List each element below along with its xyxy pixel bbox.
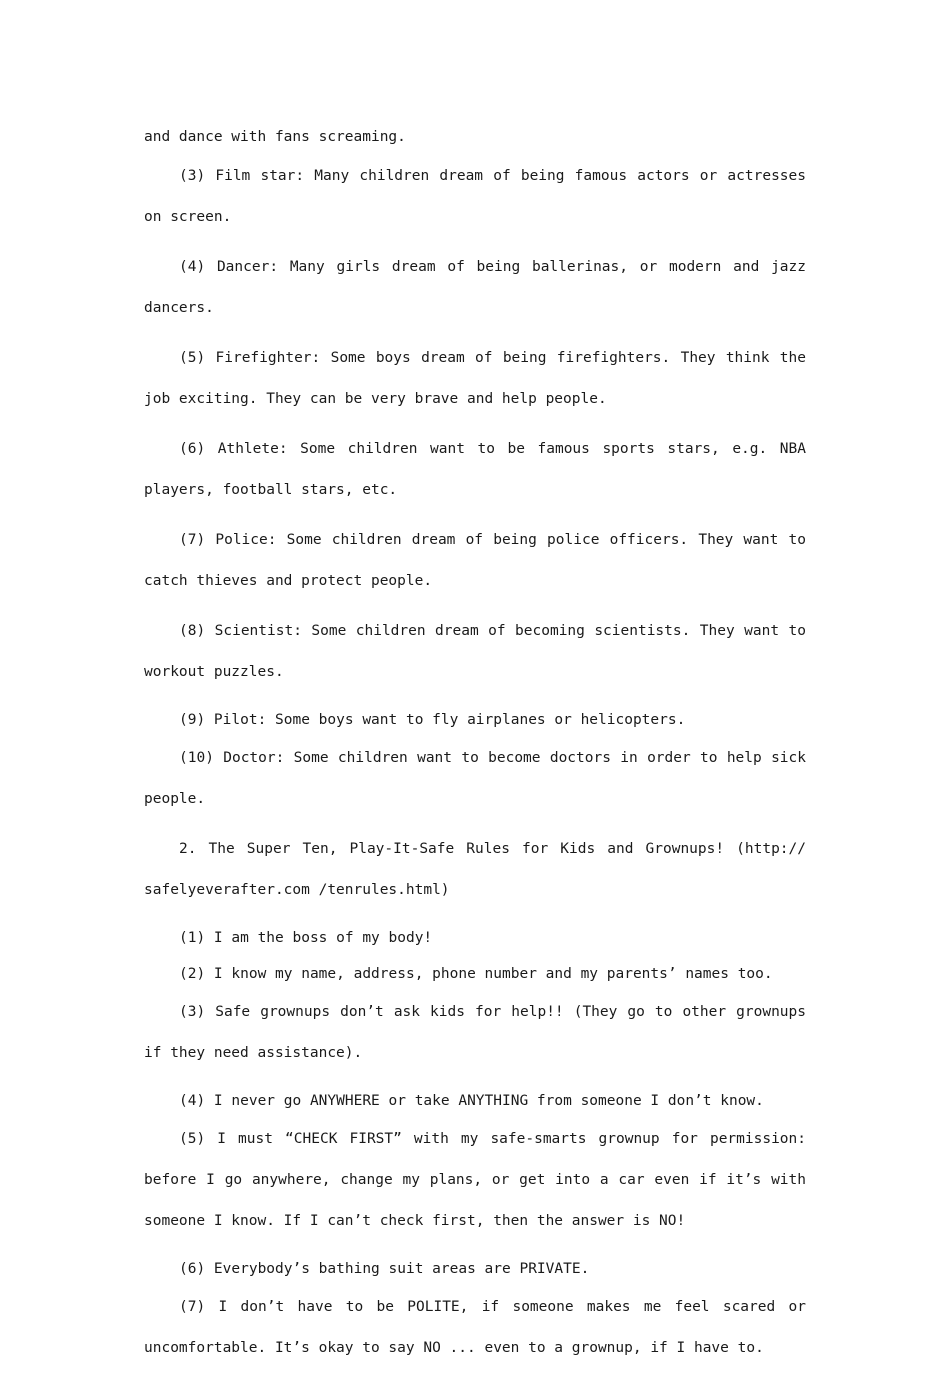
rule-item-1: (1) I am the boss of my body!: [179, 930, 433, 946]
rule-item-2: (2) I know my name, address, phone number and my parents’ names too.: [179, 966, 773, 982]
list-item-film-star: (3) Film star: Many children dream of being famous actors or actresses on screen.: [144, 168, 806, 225]
document-body: [144, 118, 806, 1378]
list-item-athlete: (6) Athlete: Some children want to be famous sports stars, e.g. NBA players, football stars, etc.: [144, 441, 806, 498]
rule-item-3: (3) Safe grownups don’t ask kids for help!! (They go to other grownups if they need assistance).: [144, 1004, 806, 1061]
list-item-firefighter: (5) Firefighter: Some boys dream of being firefighters. They think the job exciting. They can be very brave and help people.: [144, 350, 806, 407]
section-heading-safety-rules: 2. The Super Ten, Play-It-Safe Rules for Kids and Grownups! (http:// safelyeverafter.com /tenrules.html): [144, 841, 806, 898]
paragraph-continuation: and dance with fans screaming.: [144, 129, 406, 145]
list-item-dancer: (4) Dancer: Many girls dream of being ballerinas, or modern and jazz dancers.: [144, 259, 806, 316]
list-item-scientist: (8) Scientist: Some children dream of becoming scientists. They want to workout puzzles.: [144, 623, 806, 680]
list-item-police: (7) Police: Some children dream of being police officers. They want to catch thieves and protect people.: [144, 532, 806, 589]
rule-item-7: (7) I don’t have to be POLITE, if someone makes me feel scared or uncomfortable. It’s okay to say NO ... even to a grownup, if I have to.: [144, 1299, 806, 1356]
rule-item-6: (6) Everybody’s bathing suit areas are PRIVATE.: [179, 1261, 590, 1277]
list-item-pilot: (9) Pilot: Some boys want to fly airplanes or helicopters.: [179, 712, 686, 728]
rule-item-4: (4) I never go ANYWHERE or take ANYTHING from someone I don’t know.: [179, 1093, 764, 1109]
rule-item-5: (5) I must “CHECK FIRST” with my safe-smarts grownup for permission: before I go anywhere, change my plans, or get into a car even if it’s with someone I know. If I can’t check first, then the answer is NO!: [144, 1131, 806, 1229]
list-item-doctor: (10) Doctor: Some children want to become doctors in order to help sick people.: [144, 750, 806, 807]
